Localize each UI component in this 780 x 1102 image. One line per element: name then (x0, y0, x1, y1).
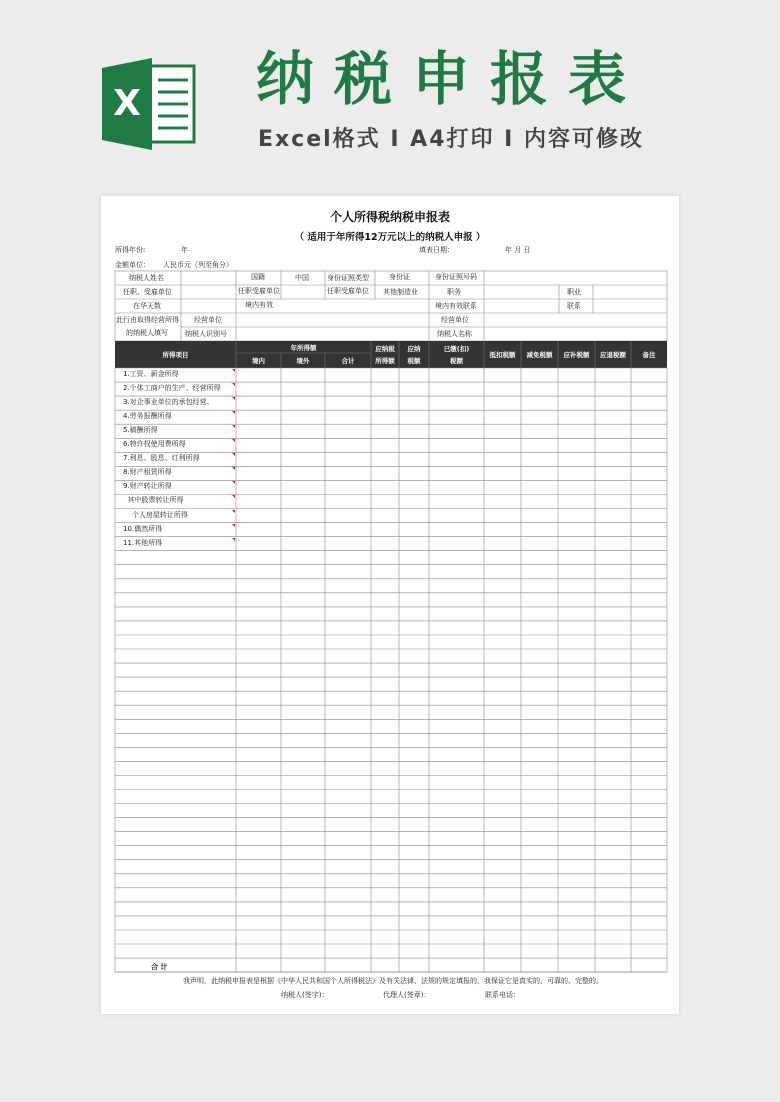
comment-marker-icon (232, 467, 235, 470)
col-supplement: 应补税额 (563, 351, 590, 359)
id-type-value: 身份证 (389, 273, 410, 281)
income-item-label: 9.财产转让所得 (123, 482, 172, 491)
col-credit: 抵扣税额 (489, 351, 516, 359)
col-annual-income: 年所得额 (290, 344, 317, 352)
income-item-label: 4.劳务报酬所得 (123, 412, 172, 421)
business-unit-label-2: 经营单位 (441, 316, 469, 324)
comment-marker-icon (232, 425, 235, 428)
industry-value: 其他制造业 (383, 288, 418, 296)
excel-logo-icon (102, 56, 196, 152)
body-grid (101, 196, 679, 1014)
income-item-label: 个人房屋转让所得 (123, 510, 188, 519)
comment-marker-icon (232, 524, 235, 527)
banner-subtitle: Excel格式 I A4打印 I 内容可修改 (257, 127, 645, 152)
year-unit: 年 (181, 246, 188, 254)
comment-marker-icon (232, 495, 235, 498)
taxpayer-name-label: 纳税人姓名 (129, 274, 164, 282)
form-subtitle: （ 适用于年所得12万元以上的纳税人申报 ） (294, 232, 486, 243)
taxpayer-signature-label: 纳税人(签字)： (281, 991, 329, 999)
phone-label: 联系电话： (485, 991, 520, 999)
fill-date-value: 年 月 日 (505, 246, 531, 254)
comment-marker-icon (232, 439, 235, 442)
operator-note-line1: 此行由取得经营所得 (116, 316, 179, 324)
col-paid-1: 已缴(扣) (443, 345, 470, 353)
occupation-label: 职业 (567, 288, 581, 296)
income-item-label: 6.特许权使用费所得 (123, 440, 186, 449)
taxpayer-name-label-2: 纳税人名称 (437, 330, 472, 338)
domestic-contact-label: 境内有效联系 (435, 302, 477, 310)
income-item-label: 1.工资、薪金所得 (123, 370, 179, 378)
comment-marker-icon (232, 481, 235, 484)
amount-unit-label: 金额单位： (115, 261, 150, 269)
col-overseas: 境外 (296, 357, 310, 365)
col-tax-payable-2: 税额 (407, 357, 421, 365)
income-item-label: 10.偶然所得 (123, 524, 163, 533)
fill-date-label: 填表日期： (419, 246, 454, 254)
contact-label: 联系 (567, 302, 581, 310)
comment-marker-icon (232, 411, 235, 414)
col-domestic: 境内 (252, 357, 265, 365)
total-label: 合 计 (151, 963, 168, 971)
agent-signature-label: 代理人(签章)： (383, 991, 431, 999)
days-in-china-label: 在华天数 (133, 302, 161, 310)
domestic-address-label: 境内有效 (245, 301, 273, 309)
income-item-label: 8.财产租赁所得 (123, 468, 172, 477)
income-item-label: 7.利息、股息、红利所得 (123, 454, 200, 463)
comment-marker-icon (232, 383, 235, 386)
tax-form-sheet (101, 196, 679, 1014)
declaration: 我声明，此纳税申报表是根据《中华人民共和国个人所得税法》及有关法律、法规的规定填报的，我保证它是真实的、可靠的、完整的。 (183, 977, 603, 985)
employer-label: 任职、受雇单位 (123, 288, 172, 296)
comment-marker-icon (232, 453, 235, 456)
comment-marker-icon (232, 538, 235, 541)
banner-title: 纳税申报表 (255, 45, 646, 113)
col-tax-payable-1: 应纳 (407, 345, 421, 353)
business-unit-label: 经营单位 (194, 316, 222, 324)
income-item-label: 3.对企事业单位的承包经营、 (123, 398, 214, 407)
comment-marker-icon (232, 510, 235, 513)
position-label: 职务 (447, 288, 461, 296)
income-item-label: 5.稿酬所得 (123, 426, 158, 435)
col-remark: 备注 (642, 351, 656, 359)
comment-marker-icon (232, 397, 235, 400)
form-title: 个人所得税纳税申报表 (329, 210, 450, 224)
id-type-label: 身份证照类型 (327, 274, 369, 282)
employer-tax-label-2: 任职受雇单位 (327, 287, 369, 295)
col-reduced: 减免税额 (526, 351, 553, 359)
income-item-label: 11.其他所得 (123, 538, 163, 547)
col-paid-2: 税额 (450, 357, 463, 365)
nationality-value: 中国 (295, 274, 309, 282)
col-total: 合计 (341, 357, 355, 365)
col-item: 所得项目 (162, 351, 189, 359)
taxpayer-id-label: 纳税人识别号 (185, 330, 227, 338)
income-item-label: 2.个体工商户的生产、经营所得 (123, 384, 221, 393)
operator-note-line2: 的纳税人填写 (126, 329, 168, 337)
employer-tax-label: 任职受雇单位 (238, 287, 280, 295)
income-item-label: 其中股票转让所得 (123, 496, 184, 505)
logo-letter: X (113, 83, 141, 124)
amount-unit-value: 人民币元（列至角分） (163, 261, 233, 269)
col-taxable-income-1: 应纳税 (375, 345, 395, 353)
nationality-label: 国籍 (251, 273, 265, 281)
year-label: 所得年份: (115, 246, 146, 254)
comment-marker-icon (232, 369, 235, 372)
col-taxable-income-2: 所得额 (375, 357, 395, 365)
col-refund: 应退税额 (600, 351, 626, 359)
id-number-label: 身份证照号码 (435, 273, 477, 281)
